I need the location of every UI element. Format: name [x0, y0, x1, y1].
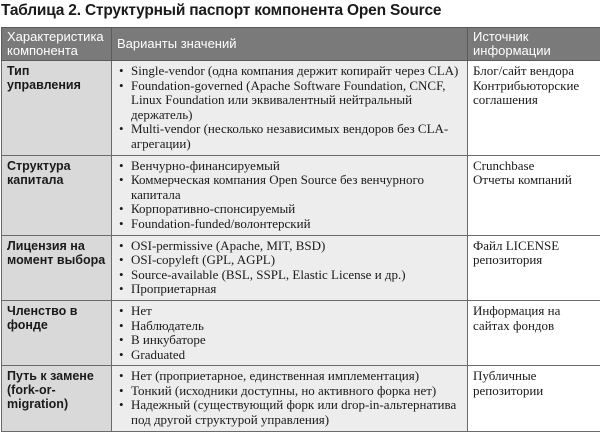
source-item: Crunchbase	[473, 157, 535, 173]
header-characteristic: Характеристика компонента	[2, 28, 112, 61]
row-options	[112, 366, 468, 431]
options-list	[117, 304, 462, 362]
option-item: • Foundation-governed (Apache Software Foundation, CNCF, Linux Foundation или эквивалентный нейтральный держатель)	[117, 79, 462, 123]
row-options	[112, 155, 468, 235]
source-item: Информация на сайтах фондов	[473, 302, 561, 333]
option-item: • Тонкий (исходники доступны, но активного форка нет)	[117, 384, 462, 399]
table-row	[2, 300, 600, 365]
source-item: Контрибьюторские соглашения	[473, 77, 580, 108]
row-options	[112, 300, 468, 365]
row-category: Структура капитала	[2, 155, 112, 235]
source-item: Публичные репозитории	[473, 368, 544, 398]
option-item: • В инкубаторе	[117, 333, 462, 348]
option-item: • Надежный (существующий форк или drop-in-альтернатива под другой структурой управления)	[117, 398, 462, 427]
option-item: • Корпоративно-спонсируемый	[117, 202, 462, 217]
row-options	[112, 235, 468, 300]
row-sources	[468, 155, 600, 235]
source-item: Отчеты компаний	[473, 172, 572, 188]
option-item: • Graduated	[117, 348, 462, 363]
option-item: • Multi-vendor (несколько независимых вендоров без CLA-агрегации)	[117, 122, 462, 151]
row-sources	[468, 366, 600, 431]
row-category: Лицензия на момент выбора	[2, 235, 112, 300]
table-row	[2, 366, 600, 431]
option-item: • Single-vendor (одна компания держит копирайт через CLA)	[117, 64, 462, 79]
table-row	[2, 155, 600, 235]
table-header-row	[2, 28, 600, 61]
table-row	[2, 61, 600, 156]
header-source: Источник информации	[468, 28, 600, 61]
table-row	[2, 235, 600, 300]
option-item: • OSI-permissive (Apache, MIT, BSD)	[117, 239, 462, 254]
source-item: Блог/сайт вендора	[473, 63, 574, 78]
option-item: • Коммерческая компания Open Source без венчурного капитала	[117, 173, 462, 202]
option-item: • OSI-copyleft (GPL, AGPL)	[117, 253, 462, 268]
option-item: • Проприетарная	[117, 282, 462, 297]
row-category: Членство в фонде	[2, 300, 112, 365]
options-list	[117, 239, 462, 297]
options-list	[117, 369, 462, 427]
option-item: • Нет (проприетарное, единственная имплементация)	[117, 369, 462, 384]
row-sources	[468, 300, 600, 365]
option-item: • Foundation-funded/волонтерский	[117, 217, 462, 232]
option-item: • Source-available (BSL, SSPL, Elastic License и др.)	[117, 268, 462, 283]
row-options	[112, 61, 468, 156]
options-list	[117, 64, 462, 152]
row-sources	[468, 235, 600, 300]
table-caption: Таблица 2. Структурный паспорт компонента Open Source	[1, 2, 442, 19]
header-values: Варианты значений	[112, 28, 468, 61]
option-item: • Наблюдатель	[117, 319, 462, 334]
option-item: • Нет	[117, 304, 462, 319]
row-sources	[468, 61, 600, 156]
option-item: • Венчурно-финансируемый	[117, 159, 462, 174]
row-category: Путь к замене (fork-or-migration)	[2, 366, 112, 431]
source-item: Файл LICENSE репозитория	[473, 237, 560, 268]
row-category: Тип управления	[2, 61, 112, 156]
options-list	[117, 159, 462, 232]
passport-table	[1, 27, 600, 432]
